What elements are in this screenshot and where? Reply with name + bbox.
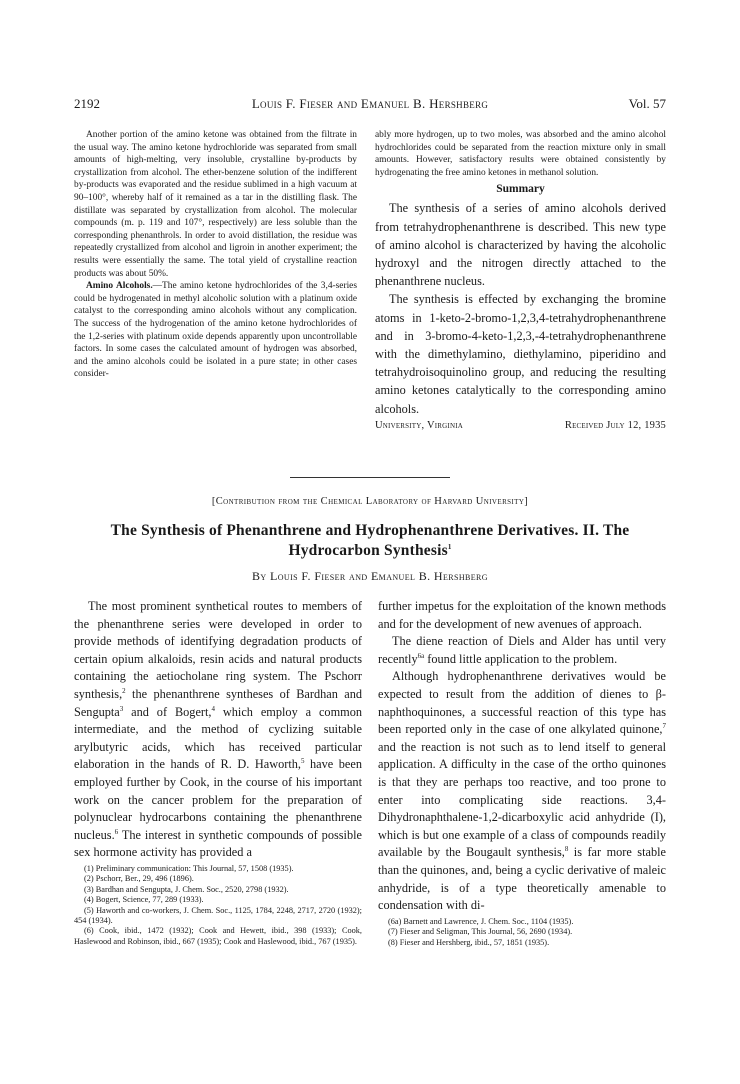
hydrophenanthrene-text: and the reaction is not such as to lend itself to general application. A difficulty in the case of the ortho quinones is that they are perhaps too reactive, and too prone to enter into complicating side reactions. 3,4-Dihydronaphthalene-1,2-dicarboxylic acid anhydride (I), which is but one example of a class of compounds readily available by the Bougault synthesis, [378, 739, 666, 860]
section-divider [290, 477, 450, 478]
title-footnote-marker: 1 [447, 542, 452, 551]
diene-text: found little application to the problem. [424, 651, 618, 666]
hydrophenanthrene-text: is far more stable than the quinones, and, being a cyclic derivative of maleic anhydride, is of a type theoretically amenable to condensation with di- [378, 845, 666, 913]
experimental-column-right [375, 129, 666, 436]
volume-label: Vol. 57 [628, 96, 666, 111]
footnotes-right [378, 917, 666, 948]
summary-paragraph-2: The synthesis is effected by exchanging the bromine atoms in 1-keto-2-bromo-1,2,3,4-tetrahydrophenanthrene and in 3-bromo-4-keto-1,2,3,-4-tetrahydrophenanthrene with the dimethylamino, diethylamino, piperidino and tetrahydroisoquinolino group, and reducing the resulting amino ketones catalytically to the corresponding amino alcohols. [375, 292, 666, 416]
amino-alcohols-heading: Amino Alcohols. [86, 281, 153, 292]
affiliation-row [375, 420, 666, 436]
amino-alcohols-text: —The amino ketone hydrochlorides of the 3,4-series could be hydrogenated in methyl alcoholic solution with a platinum oxide catalyst to the corresponding amino alcohols without any complication. The success of the hydrogenation of the amino ketone hydrochlorides of the 1,2-series with platinum oxide depends apparently upon uncontrollable factors. In some cases the calculated amount of hydrogen was absorbed, and the amino alcohols could be isolated in a pure state; in other cases consider- [74, 281, 357, 380]
affiliation: University, Virginia [375, 419, 463, 431]
footnote-marker: 8 [564, 845, 569, 854]
running-head-authors: Louis F. Fieser and Emanuel B. Hershberg [251, 96, 489, 111]
intro-text: have been employed further by Cook, in the course of his important work on the cancer problem for the preparation of polynuclear hydrocarbons containing the phenanthrene nucleus. [74, 757, 362, 842]
footnote: (3) Bardhan and Sengupta, J. Chem. Soc., 2520, 2798 (1932). [84, 884, 289, 894]
footnote-marker: 6a [417, 651, 425, 660]
experimental-continuation: ably more hydrogen, up to two moles, was absorbed and the amino alcohol hydrochlorides could be separated from the reaction mixture only in small amounts. However, satisfactory results were obtained consistently by hydrogenating the free amino ketones in methanol solution. [375, 130, 666, 178]
footnote-marker: 3 [119, 704, 124, 713]
footnote: (6) Cook, ibid., 1472 (1932); Cook and Hewett, ibid., 398 (1933); Cook, Haslewood and Robinson, ibid., 667 (1935); Cook and Haslewood, ibid., 767 (1935). [74, 926, 362, 946]
diene-paragraph [378, 633, 666, 668]
article-body-left [74, 598, 362, 947]
footnote: (5) Haworth and co-workers, J. Chem. Soc., 1125, 1784, 2248, 2717, 2720 (1932); 454 (1934). [74, 905, 362, 925]
footnotes-left [74, 864, 362, 947]
footnote-marker: 2 [122, 686, 126, 695]
received-date: Received July 12, 1935 [564, 419, 666, 431]
intro-text: the phenanthrene syntheses of Bardhan and Sengupta [74, 686, 362, 719]
summary-text [375, 199, 666, 417]
footnote-marker: 7 [662, 722, 666, 731]
article-body-right [378, 598, 666, 948]
footnote: (1) Preliminary communication: This Journal, 57, 1508 (1935). [84, 863, 294, 873]
footnote-marker: 5 [300, 757, 305, 766]
article-title-text: Hydrocarbon Synthesis [288, 542, 448, 559]
experimental-paragraph: Another portion of the amino ketone was obtained from the filtrate in the usual way. The amino ketone hydrochloride was separated from small amounts of high-melting, very insoluble, crystalline by-products by crystallization from alcohol. The ether-benzene solution of the indifferent by-products was evaporated and the residue sublimed in a high vacuum at 90–100°, whereby half of it remained as a tar in the distilling flask. The distillate was separated by crystallization from alcohol. The molecular compounds (m. p. 119 and 107°, respectively) are less soluble than the corresponding phenanthrols. In order to avoid distillation, the residue was repeatedly crystallized from alcohol and ligroin in another experiment; the results were essentially the same. The total yield of crystalline reaction products was about 50%. [74, 130, 357, 279]
intro-text: The interest in synthetic compounds of possible sex hormone activity has provided a [74, 827, 362, 860]
footnote: (7) Fieser and Seligman, This Journal, 56, 2690 (1934). [388, 927, 573, 937]
article-title-line-1: The Synthesis of Phenanthrene and Hydrophenanthrene Derivatives. II. The [110, 522, 630, 539]
diene-text: The diene reaction of Diels and Alder has until very recently [378, 634, 666, 666]
intro-text: and of Bogert, [123, 704, 212, 719]
footnote: (4) Bogert, Science, 77, 289 (1933). [84, 895, 204, 905]
running-head [74, 96, 666, 112]
footnote-marker: 4 [211, 704, 215, 713]
intro-text: which employ a common intermediate, and the method of cyclizing suitable arylbutyric acids, which has received particular elaboration in the hands of R. D. Haworth, [74, 704, 363, 772]
article-title-line-2 [74, 541, 666, 561]
amino-alcohols-paragraph [74, 280, 357, 381]
contribution-line: [Contribution from the Chemical Laboratory of Harvard University] [211, 496, 529, 507]
footnote-marker: 6 [114, 827, 119, 836]
page-number: 2192 [74, 96, 100, 111]
summary-paragraph-1: The synthesis of a series of amino alcohols derived from tetrahydrophenanthrene is described. This new type of amino alcohol is characterized by having the alcoholic hydroxyl and the nitrogen directly attached to the phenanthrene nucleus. [375, 201, 666, 289]
hydrophenanthrene-paragraph [378, 668, 666, 914]
hydrophenanthrene-text: Although hydrophenanthrene derivatives would be expected to result from the addition of dienes to β-naphthoquinones, a successful reaction of this type has been reported only in the case of one alkylated quinone, [378, 669, 666, 737]
experimental-column-left [74, 129, 357, 381]
footnote: (6a) Barnett and Lawrence, J. Chem. Soc., 1104 (1935). [388, 916, 574, 926]
intro-text: The most prominent synthetical routes to members of the phenanthrene series were developed in order to provide methods of identifying degradation products of certain opium alkaloids, resin acids and natural products containing the aetiocholane ring system. The Pschorr synthesis, [74, 599, 362, 701]
continuation-paragraph: further impetus for the exploitation of the known methods and for the development of new avenues of approach. [378, 599, 666, 631]
article-title [74, 521, 666, 561]
summary-heading: Summary [496, 183, 545, 196]
footnote: (8) Fieser and Hershberg, ibid., 57, 1851 (1935). [388, 937, 550, 947]
footnote: (2) Pschorr, Ber., 29, 496 (1896). [84, 874, 194, 884]
byline: By Louis F. Fieser and Emanuel B. Hershberg [252, 569, 488, 583]
intro-paragraph [74, 598, 362, 862]
